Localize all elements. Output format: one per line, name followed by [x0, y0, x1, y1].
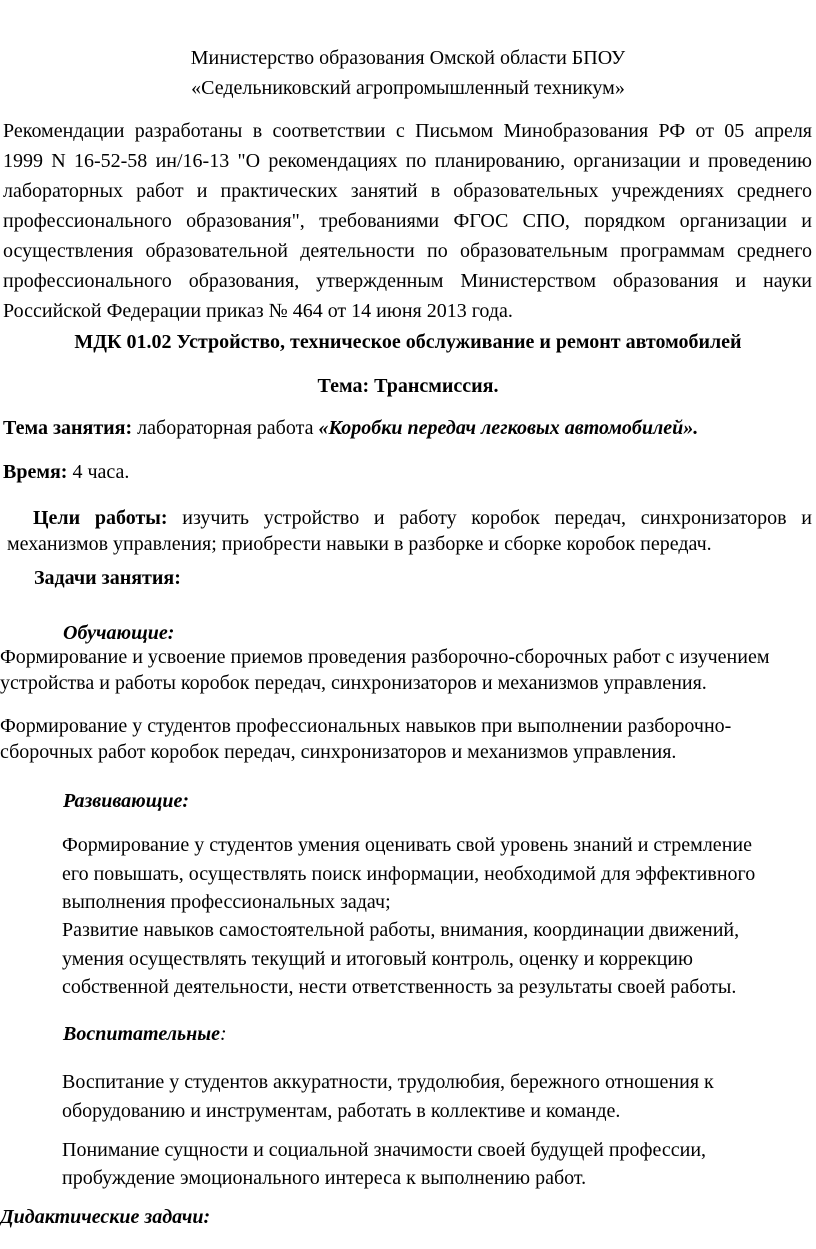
didactic-heading: Дидактические задачи:	[0, 1206, 211, 1228]
intro-line: Рекомендации разработаны в соответствии с Письмом Минобразования РФ от 05 апреля	[3, 120, 812, 142]
developing-heading: Развивающие:	[63, 790, 190, 812]
teaching-text-line: сборочных работ коробок передач, синхронизаторов и механизмов управления.	[0, 741, 677, 763]
developing-text-line: собственной деятельности, нести ответственность за результаты своей работы.	[62, 976, 737, 998]
developing-text-line: его повышать, осуществлять поиск информации, необходимой для эффективного	[62, 863, 756, 885]
mdk-title: МДК 01.02 Устройство, техническое обслуживание и ремонт автомобилей	[74, 331, 742, 353]
time-label: Время:	[3, 461, 68, 483]
goals-label: Цели работы:	[33, 507, 168, 529]
goals-line	[33, 504, 812, 532]
college-name-line: «Седельниковский агропромышленный техникум»	[191, 77, 625, 99]
goals-text: изучить устройство и работу коробок передач, синхронизаторов и	[167, 507, 812, 529]
intro-line: 1999 N 16-52-58 ин/16-13 "О рекомендациях по планированию, организации и проведению	[3, 150, 812, 172]
developing-text-line: выполнения профессиональных задач;	[62, 891, 391, 913]
ministry-line: Министерство образования Омской области БПОУ	[190, 47, 626, 69]
educational-text-line: оборудованию и инструментам, работать в коллективе и команде.	[62, 1100, 621, 1122]
time-value: 4 часа.	[67, 461, 130, 483]
educational-heading-line	[63, 1020, 227, 1048]
intro-line: профессионального образования", требованиями ФГОС СПО, порядком организации и	[3, 210, 812, 232]
goals-line-2: механизмов управления; приобрести навыки в разборке и сборке коробок передач.	[7, 533, 712, 555]
educational-text-line: Понимание сущности и социальной значимости своей будущей профессии,	[62, 1139, 707, 1161]
lesson-topic-text: лабораторная работа	[132, 417, 319, 439]
educational-heading: Воспитательные	[63, 1023, 220, 1045]
topic-title: Тема: Трансмиссия.	[317, 375, 499, 397]
time-line	[3, 458, 129, 486]
teaching-text-line: Формирование и усвоение приемов проведения разборочно-сборочных работ с изучением	[0, 646, 770, 668]
intro-line: осуществления образовательной деятельности по образовательным программам среднего	[3, 240, 812, 262]
teaching-text-line: Формирование у студентов профессиональных навыков при выполнении разборочно-	[0, 715, 732, 737]
lesson-topic-title: «Коробки передач легковых автомобилей».	[318, 417, 699, 439]
developing-text-line: умения осуществлять текущий и итоговый контроль, оценку и коррекцию	[62, 948, 693, 970]
tasks-heading: Задачи занятия:	[34, 567, 181, 589]
intro-line: Российской Федерации приказ № 464 от 14 июня 2013 года.	[3, 300, 513, 322]
intro-line: профессионального образования, утвержденным Министерством образования и науки	[3, 270, 812, 292]
teaching-heading: Обучающие:	[63, 622, 175, 644]
educational-text-line: Воспитание у студентов аккуратности, трудолюбия, бережного отношения к	[62, 1071, 714, 1093]
educational-text-line: пробуждение эмоционального интереса к выполнению работ.	[62, 1167, 587, 1189]
intro-line: лабораторных работ и практических занятий в образовательных учреждениях среднего	[3, 180, 812, 202]
developing-text-line: Формирование у студентов умения оценивать свой уровень знаний и стремление	[62, 834, 752, 856]
lesson-topic-label: Тема занятия:	[3, 417, 133, 439]
educational-heading-colon: :	[219, 1023, 227, 1045]
teaching-text-line: устройства и работы коробок передач, синхронизаторов и механизмов управления.	[0, 672, 707, 694]
lesson-topic-line	[3, 414, 698, 442]
developing-text-line: Развитие навыков самостоятельной работы, внимания, координации движений,	[62, 919, 740, 941]
